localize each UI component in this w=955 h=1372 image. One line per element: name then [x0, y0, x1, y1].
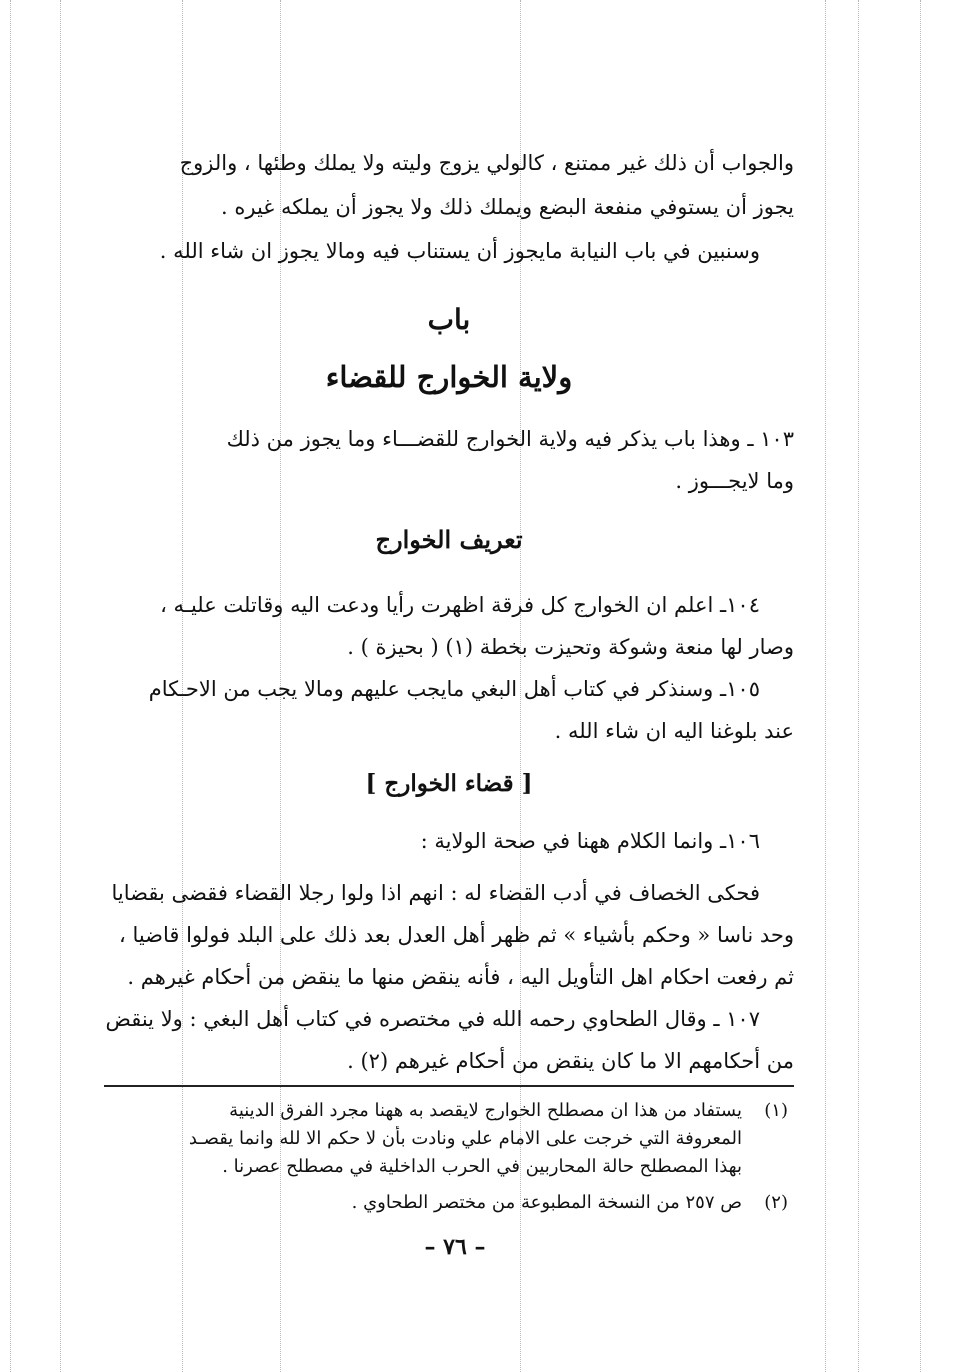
body-line: فحكى الخصاف في أدب القضاء له : انهم اذا ولوا رجلا القضاء فقضى بقضايا: [111, 881, 760, 905]
body-line: والجواب أن ذلك غير ممتنع ، كالولي يزوج وليته ولا يملك وطئها ، والزوج: [179, 151, 794, 175]
footnote-line: بهذا المصطلح حالة المحاربين في الحرب الداخلية في مصطلح عصرنا .: [222, 1156, 742, 1177]
body-line: ١٠٧ ـ وقال الطحاوي رحمه الله في مختصره في كتاب أهل البغي : ولا ينقض: [105, 1007, 760, 1031]
footnote-line: المعروفة التي خرجت على الامام علي ونادت بأن لا حكم الا لله وانما يقصـد: [188, 1128, 742, 1149]
body-line: وما لايجـــوز .: [675, 469, 794, 493]
body-line: ١٠٣ ـ وهذا باب يذكر فيه ولاية الخوارج للقضـــاء وما يجوز من ذلك: [226, 427, 794, 451]
body-line: من أحكامهم الا ما كان ينقض من أحكام غيرهم (٢) .: [347, 1049, 794, 1073]
body-line: ثم رفعت احكام اهل التأويل اليه ، فأنه ينقض منها ما ينقض من أحكام غيرهم .: [127, 965, 794, 989]
footnote-line: ص ٢٥٧ من النسخة المطبوعة من مختصر الطحاوي .: [351, 1192, 742, 1213]
footnote-number: (٢): [764, 1192, 788, 1213]
footnote-separator: [104, 1085, 794, 1087]
scan-dotted-line: [10, 0, 11, 1372]
body-line: وحد ناسا « وحكم بأشياء » ثم ظهر أهل العدل بعد ذلك على البلد فولوا قاضيا ،: [118, 923, 794, 947]
page-number: – ٧٦ –: [424, 1234, 486, 1260]
body-line: عند بلوغنا اليه ان شاء الله .: [554, 719, 794, 743]
body-line: ١٠٦ـ وانما الكلام ههنا في صحة الولاية :: [420, 829, 760, 853]
section-heading: تعريف الخوارج: [375, 525, 523, 554]
footnote-line: يستفاد من هذا ان مصطلح الخوارج لايقصد به ههنا مجرد الفرق الدينية: [229, 1100, 742, 1121]
body-line: ١٠٤ـ اعلم ان الخوارج كل فرقة اظهرت رأيا ودعت اليه وقاتلت عليـه ،: [160, 593, 760, 617]
scan-dotted-line: [825, 0, 826, 1372]
body-line: يجوز أن يستوفي منفعة البضع ويملك ذلك ولا يجوز أن يملكه غيره .: [221, 195, 794, 219]
chapter-title: ولاية الخوارج للقضاء: [325, 360, 573, 394]
body-line: وصار لها منعة وشوكة وتحيزت بخطة (١) ( بحيزة ) .: [347, 635, 794, 659]
chapter-label: باب: [427, 303, 471, 336]
scan-dotted-line: [920, 0, 921, 1372]
scan-dotted-line: [858, 0, 859, 1372]
scan-dotted-line: [60, 0, 61, 1372]
section-heading: [ قضاء الخوارج ]: [365, 770, 533, 797]
body-line: وسنبين في باب النيابة مايجوز أن يستناب فيه ومالا يجوز ان شاء الله .: [159, 239, 760, 263]
body-line: ١٠٥ـ وسنذكر في كتاب أهل البغي مايجب عليهم ومالا يجب من الاحـكام: [148, 677, 760, 701]
footnote-number: (١): [764, 1100, 788, 1121]
